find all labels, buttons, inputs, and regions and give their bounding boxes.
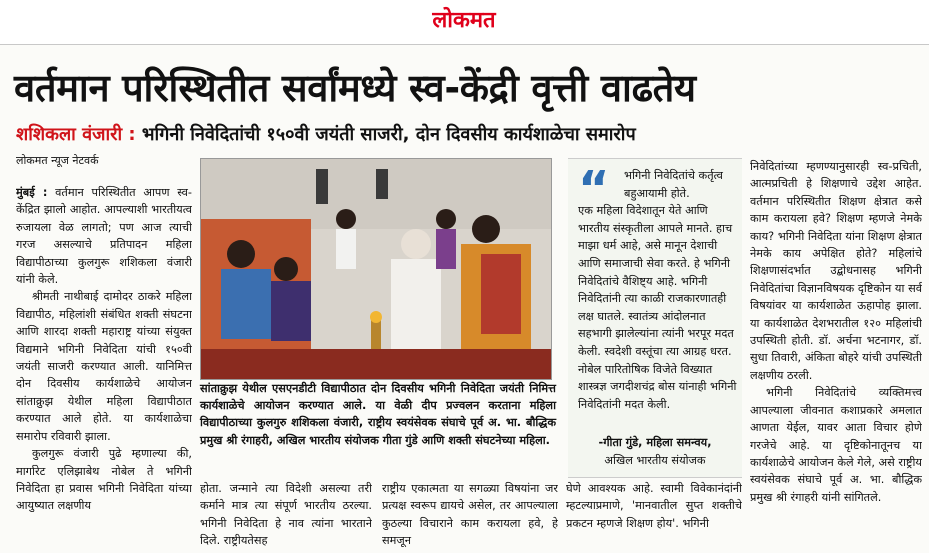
subhead-text: भगिनी निवेदितांची १५०वी जयंती साजरी, दोन दिवसीय कार्यशाळेचा समारोप xyxy=(135,124,636,145)
paragraph: श्रीमती नाथीबाई दामोदर ठाकरे महिला विद्यापीठ, महिलांशी संबंधित शक्ती संघटना आणि शारदा शक्ती महाराष्ट्र यांच्या संयुक्त विद्यमाने भगिनी निवेदिता यांची १५०वी जयंती साजरी करण्यात आली. यानिमित्त दोन दिवसीय कार्यशाळेचे आयोजन सांताक्रुझ येथील महिला विद्यापीठात करण्यात आले होते. या कार्यशाळेचा समारोप रविवारी झाला. xyxy=(16,290,192,443)
dateline: मुंबई : xyxy=(16,186,48,199)
byline: लोकमत न्यूज नेटवर्क xyxy=(16,154,99,167)
paragraph: वर्तमान परिस्थितीत आपण स्व-केंद्रित झालो आहोत. आपल्याशी भारतीयत्व रुजायला वेळ लागतो; पण आज त्याची गरज असल्याचे प्रतिपादन महिला विद्यापीठाच्या कुलगुरू शशिकला वंजारी यांनी केले. xyxy=(16,186,192,287)
paragraph: कुलगुरू वंजारी पुढे म्हणाल्या की, मार्गारेट एलिझाबेथ नोबेल ते भगिनी निवेदिता हा प्रवास भगिनी निवेदिता यांच्या आयुष्यात लक्षणीय xyxy=(16,447,192,513)
pull-quote-attribution xyxy=(568,434,742,469)
pull-quote-lead: भगिनी निवेदितांचे कर्तृत्व बहुआयामी होते. xyxy=(624,169,723,200)
subhead-speaker: शशिकला वंजारी : xyxy=(16,124,136,145)
article-subhead xyxy=(16,123,921,147)
article-headline: वर्तमान परिस्थितीत सर्वांमध्ये स्व-केंद्री वृत्ती वाढतेय xyxy=(14,66,696,110)
article-column-3: राष्ट्रीय एकात्मता या सगळ्या विषयांना जर प्रत्यक्ष स्वरूप द्यायचे असेल, तर आपल्याला कुठल्या विचाराने काम करायला हवे, हे समजून xyxy=(382,482,558,548)
article-column-4: घेणे आवश्यक आहे. स्वामी विवेकानंदांनी म्हटल्याप्रमाणे, 'मानवातील सुप्त शक्तीचे प्रकटन म्हणजे शिक्षण होय'. भगिनी xyxy=(566,482,742,530)
pull-quote-box xyxy=(568,158,742,478)
pull-quote-text xyxy=(578,161,738,413)
lokmat-logo: लोकमत xyxy=(432,8,496,33)
photo-caption: सांताक्रुझ येथील एसएनडीटी विद्यापीठात दोन दिवसीय भगिनी निवेदिता जयंती निमित्त कार्यशाळेचे आयोजन करण्यात आले. या वेळी दीप प्रज्वलन करताना महिला विद्यापीठाच्या कुलगुरु शशिकला वंजारी, राष्ट्रीय स्वयंसेवक संघाचे पूर्व अ. भा. बौद्धिक प्रमुख श्री रंगाहरी, अखिल भारतीय संयोजक गीता गुंडे आणि शक्ती संघटनेच्या महिला. xyxy=(200,382,556,447)
event-photo xyxy=(200,158,552,380)
attribution-name: -गीता गुंडे, महिला समन्वय, xyxy=(598,436,712,449)
lamp-lighting-photo xyxy=(201,159,551,379)
masthead-bar xyxy=(0,0,929,45)
article-column-5 xyxy=(750,158,922,553)
quote-icon: “ xyxy=(578,161,610,217)
attribution-role: अखिल भारतीय संयोजक xyxy=(604,453,706,467)
article-column-1 xyxy=(16,184,192,553)
article-column-2: होता. जन्माने त्या विदेशी असल्या तरी कर्माने मात्र त्या संपूर्ण भारतीय ठरल्या. भगिनी निवेदिता हे नाव त्यांना भारताने दिले. राष्ट्रीयतेसह xyxy=(200,482,372,548)
pull-quote-body: एक महिला विदेशातून येते आणि भारतीय संस्कृतीला आपले मानते. हाच माझा धर्म आहे, असे मानून देशाची आणि समाजाची सेवा करते. हे भगिनी निवेदितांचे वैशिष्ट्य आहे. भगिनी निवेदितांनी त्या काळी राजकारणातही लक्ष घातले. स्वातंत्र्य आंदोलनात सहभागी झालेल्यांना त्यांनी भरपूर मदत केली. स्वदेशी वस्तूंचा त्या आग्रह धरत. नोबेल पारितोषिक विजेते विख्यात शास्त्रज्ञ जगदीशचंद्र बोस यांनाही भगिनी निवेदितांनी मदत केली. xyxy=(578,204,737,411)
paragraph: भगिनी निवेदितांचे व्यक्तिमत्त्व आपल्याला जीवनात कशाप्रकारे अमलात आणता येईल, यावर आता विचार होणे गरजेचे आहे. या दृष्टिकोनातूनच या कार्यशाळेचे आयोजन केले गेले, असे राष्ट्रीय स्वयंसेवक संघाचे पूर्व अ. भा. बौद्धिक प्रमुख श्री रंगाहरी यांनी सांगितले. xyxy=(750,386,922,504)
paragraph: निवेदितांच्या म्हणण्यानुसारही स्व-प्रचिती, आत्मप्रचिती हे शिक्षणाचे उद्देश आहेत. वर्तमान परिस्थितीत शिक्षण क्षेत्रात कसे काम करायला हवे? शिक्षण म्हणजे नेमके काय? भगिनी निवेदिता यांना शिक्षण क्षेत्रात नेमके काय अपेक्षित होते? महिलांचे शिक्षणासंदर्भात उद्बोधनासह भगिनी निवेदितांचा विज्ञानविषयक दृष्टिकोन या सर्व विषयांवर या कार्यशाळेत ऊहापोह झाला. या कार्यशाळेत देशभरातील १२० महिलांची उपस्थिती होती. डॉ. अर्चना भटनागर, डॉ. सुधा तिवारी, अंकिता बोहरे यांची उपस्थिती लक्षणीय ठरली. xyxy=(750,160,922,382)
